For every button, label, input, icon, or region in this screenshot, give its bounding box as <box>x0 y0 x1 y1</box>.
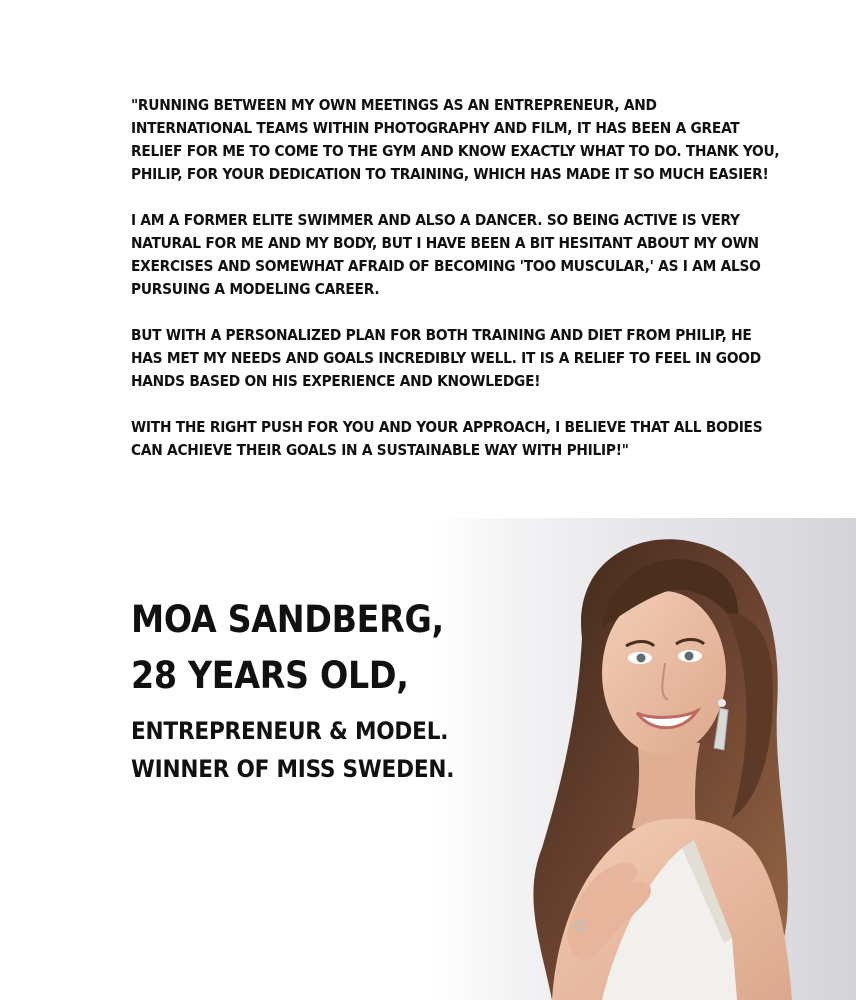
person-role: ENTREPRENEUR & MODEL. <box>131 717 449 745</box>
person-title: WINNER OF MISS SWEDEN. <box>131 755 455 783</box>
person-info <box>131 592 551 788</box>
testimonial-paragraph: WITH THE RIGHT PUSH FOR YOU AND YOUR APPROACH, I BELIEVE THAT ALL BODIES CAN ACHIEVE THEIR GOALS IN A SUSTAINABLE WAY WITH PHILIP!" <box>131 418 763 459</box>
person-age: 28 YEARS OLD, <box>131 654 409 697</box>
person-name: MOA SANDBERG, <box>131 598 444 641</box>
testimonial-quote <box>131 94 781 485</box>
testimonial-paragraph: I AM A FORMER ELITE SWIMMER AND ALSO A DANCER. SO BEING ACTIVE IS VERY NATURAL FOR ME AND MY BODY, BUT I HAVE BEEN A BIT HESITANT ABOUT MY OWN EXERCISES AND SOMEWHAT AFRAID OF BECOMING 'TOO MUSCULAR,' AS I AM ALSO PURSUING A MODELING CAREER. <box>131 211 761 298</box>
testimonial-paragraph: "RUNNING BETWEEN MY OWN MEETINGS AS AN ENTREPRENEUR, AND INTERNATIONAL TEAMS WITHIN PHOTOGRAPHY AND FILM, IT HAS BEEN A GREAT RELIEF FOR ME TO COME TO THE GYM AND KNOW EXACTLY WHAT TO DO. THANK YOU, PHILIP, FOR YOUR DEDICATION TO TRAINING, WHICH HAS MADE IT SO MUCH EASIER! <box>131 96 780 183</box>
testimonial-paragraph: BUT WITH A PERSONALIZED PLAN FOR BOTH TRAINING AND DIET FROM PHILIP, HE HAS MET MY NEEDS AND GOALS INCREDIBLY WELL. IT IS A RELIEF TO FEEL IN GOOD HANDS BASED ON HIS EXPERIENCE AND KNOWLEDGE! <box>131 326 761 390</box>
person-description <box>131 712 551 788</box>
